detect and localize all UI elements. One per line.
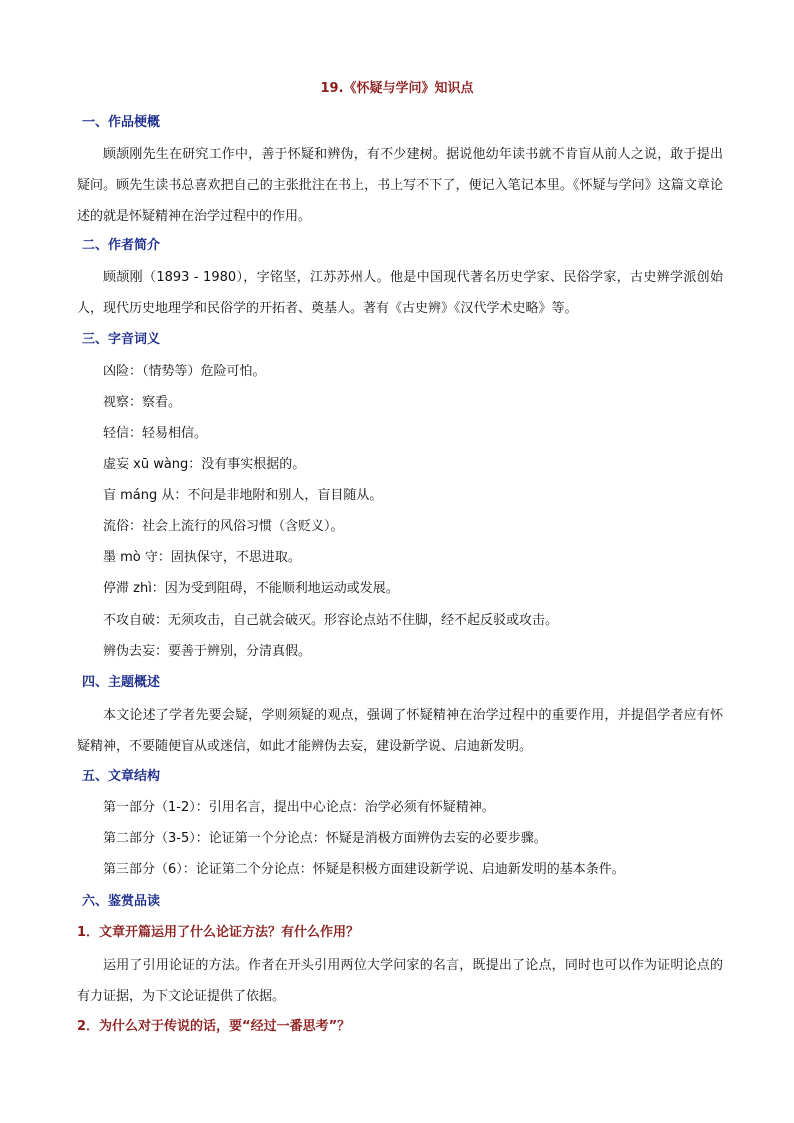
structure-item: 第一部分（1-2）：引用名言，提出中心论点：治学必须有怀疑精神。 xyxy=(103,800,495,815)
vocab-item: 凶险：（情势等）危险可怕。 xyxy=(103,364,266,379)
vocab-item: 流俗：社会上流行的风俗习惯（含贬义）。 xyxy=(103,519,344,534)
section-heading-appreciation: 六、鉴赏品读 xyxy=(82,894,161,909)
vocab-item: 辨伪去妄：要善于辨别，分清真假。 xyxy=(103,644,312,659)
structure-item: 第三部分（6）：论证第二个分论点：怀疑是积极方面建设新学说、启迪新发明的基本条件。 xyxy=(103,862,625,877)
section-heading-author: 二、作者简介 xyxy=(82,238,161,253)
vocab-item: 视察：察看。 xyxy=(103,395,182,410)
section-heading-summary: 一、作品梗概 xyxy=(82,115,161,130)
section-heading-theme: 四、主题概述 xyxy=(82,675,161,690)
answer-1-paragraph: 运用了引用论证的方法。作者在开头引用两位大学问家的名言，既提出了论点，同时也可以作为证明论点的有力证据，为下文论证提供了依据。 xyxy=(77,958,723,1004)
vocab-item: 虚妄 xū wàng：没有事实根据的。 xyxy=(103,457,306,472)
vocab-item: 盲 máng 从：不问是非地附和别人，盲目随从。 xyxy=(103,488,383,503)
vocab-item: 停滞 zhì：因为受到阻碍，不能顺利地运动或发展。 xyxy=(103,581,399,596)
author-paragraph: 顾颉刚（1893 - 1980），字铭坚，江苏苏州人。他是中国现代著名历史学家、民俗学家，古史辨学派创始人，现代历史地理学和民俗学的开拓者、奠基人。著有《古史辨》《汉代学术史略》等。 xyxy=(77,270,723,316)
theme-paragraph: 本文论述了学者先要会疑，学则须疑的观点，强调了怀疑精神在治学过程中的重要作用，并提倡学者应有怀疑精神，不要随便盲从或迷信，如此才能辨伪去妄，建设新学说、启迪新发明。 xyxy=(77,708,723,754)
vocab-item: 不攻自破：无须攻击，自己就会破灭。形容论点站不住脚，经不起反驳或攻击。 xyxy=(103,613,559,628)
summary-paragraph: 顾颉刚先生在研究工作中，善于怀疑和辨伪，有不少建树。据说他幼年读书就不肯盲从前人之说，敢于提出疑问。顾先生读书总喜欢把自己的主张批注在书上，书上写不下了，便记入笔记本里。《怀疑与学问》这篇文章论述的就是怀疑精神在治学过程中的作用。 xyxy=(77,147,723,224)
question-1: 1．文章开篇运用了什么论证方法？有什么作用？ xyxy=(77,925,360,940)
section-heading-structure: 五、文章结构 xyxy=(82,769,161,784)
structure-item: 第二部分（3-5）：论证第一个分论点：怀疑是消极方面辨伪去妄的必要步骤。 xyxy=(103,831,547,846)
question-2: 2．为什么对于传说的话，要“经过一番思考”？ xyxy=(77,1019,351,1034)
vocab-item: 墨 mò 守：固执保守，不思进取。 xyxy=(103,550,301,565)
section-heading-vocab: 三、字音词义 xyxy=(82,332,161,347)
vocab-item: 轻信：轻易相信。 xyxy=(103,426,208,441)
document-title: 19.《怀疑与学问》知识点 xyxy=(320,81,474,96)
